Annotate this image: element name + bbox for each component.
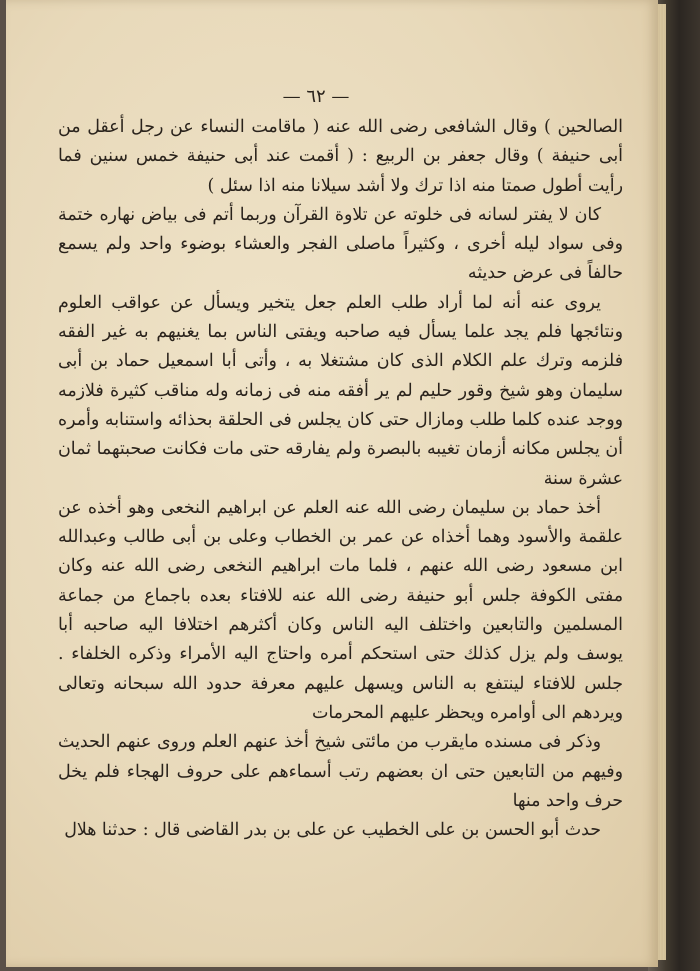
text-line: أخذ حماد بن سليمان رضى الله عنه العلم عن ابراهيم النخعى وهو أخذه عن <box>58 497 601 518</box>
text-line: كان لا يفتر لسانه فى خلوته عن تلاوة القرآن وربما أتم فى بياض نهاره <box>99 204 602 225</box>
paragraph-2 <box>58 201 623 289</box>
text-line: ونتائجها فلم يجد علما يسأل فيه صاحبه ويفتى الناس بما يغنيهم به غير الفقه فلزمه <box>58 322 624 372</box>
paragraph-4 <box>58 494 623 728</box>
text-line: وهو شيخ وقور حليم لم ير أفقه منه فى زمانه وله مناقب كثيرة فلازمه ووجد <box>58 380 623 430</box>
text-line: والتابعين واختلف اليه الناس وكان أكثرهم اختلافا اليه صاحبه أبا يوسف ولم <box>58 615 623 665</box>
page-body <box>58 113 623 845</box>
text-line: يسمع حالفاً فى عرض حديثه <box>58 234 623 284</box>
text-line: وترك علم الكلام الذى كان مشتغلا به ، وأتى أبا اسمعيل حماد بن أبى سليمان <box>58 351 623 401</box>
text-line: وذكر فى مسنده مايقرب من مائتى شيخ أخذ عنهم العلم وروى عنهم الحديث <box>58 732 601 753</box>
text-line: أبى حنيفة ) وقال جعفر بن الربيع : ( أقمت عند أبى حنيفة خمس سنين فما رأيت <box>58 146 623 196</box>
text-line: حرف واحد منها <box>512 790 623 811</box>
book-page <box>6 0 658 967</box>
text-line: يروى عنه أنه لما أراد طلب العلم جعل يتخير ويسأل عن عواقب العلوم <box>58 292 601 313</box>
paragraph-6 <box>58 816 623 845</box>
paragraph-1 <box>58 113 623 201</box>
text-line: وفيهم من التابعين حتى ان بعضهم رتب أسماءهم على حروف الهجاء فلم يخل <box>58 761 623 782</box>
paragraph-5 <box>58 728 623 816</box>
page-number: — ٦٢ — <box>282 86 350 107</box>
text-line: أطول صمتا منه اذا ترك ولا أشد سيلانا منه اذا سئل ) <box>207 175 583 196</box>
text-line: عشرة سنة <box>543 468 623 489</box>
text-line: ختمة وفى سواد ليله أخرى ، وكثيراً ماصلى الفجر والعشاء بوضوء واحد ولم <box>58 204 623 255</box>
text-line: الكوفة جلس أبو حنيفة رضى الله عنه للافتاء بعده باجماع من جماعة المسلمين <box>58 585 624 636</box>
text-line: ويحظر عليهم المحرمات <box>312 702 485 723</box>
text-line: حدث أبو الحسن بن على الخطيب عن على بن بدر القاضى قال : حدثنا هلال <box>64 820 601 841</box>
text-line: ابن مسعود رضى الله عنهم ، فلما مات ابراهيم النخعى رضى الله عنه وكان مفتى <box>58 556 624 606</box>
text-line: يجلس مكانه أزمان تغيبه بالبصرة ولم يفارقه حتى مات فكانت صحبتهما ثمان <box>58 439 600 460</box>
text-line: الصالحين ) وقال الشافعى رضى الله عنه ( ماقامت النساء عن رجل أعقل من <box>58 117 623 137</box>
text-line: عنده كلما طلب ومازال حتى كان يجلس فى الحلقة بحذائه واستنابه وأمره أن <box>58 409 624 460</box>
text-line: يزل كذلك حتى استحكم أمره واحتاج اليه الأمراء وذكره الخلفاء . جلس للافتاء <box>58 644 623 694</box>
paragraph-3 <box>58 289 623 494</box>
text-line: لينتفع به الناس ويسهل عليهم معرفة حدود الله سبحانه وتعالى ويردهم الى أوامره <box>58 673 623 723</box>
text-line: علقمة والأسود وهما أخذاه عن عمر بن الخطاب وعلى بن أبى طالب وعبدالله <box>58 527 623 548</box>
